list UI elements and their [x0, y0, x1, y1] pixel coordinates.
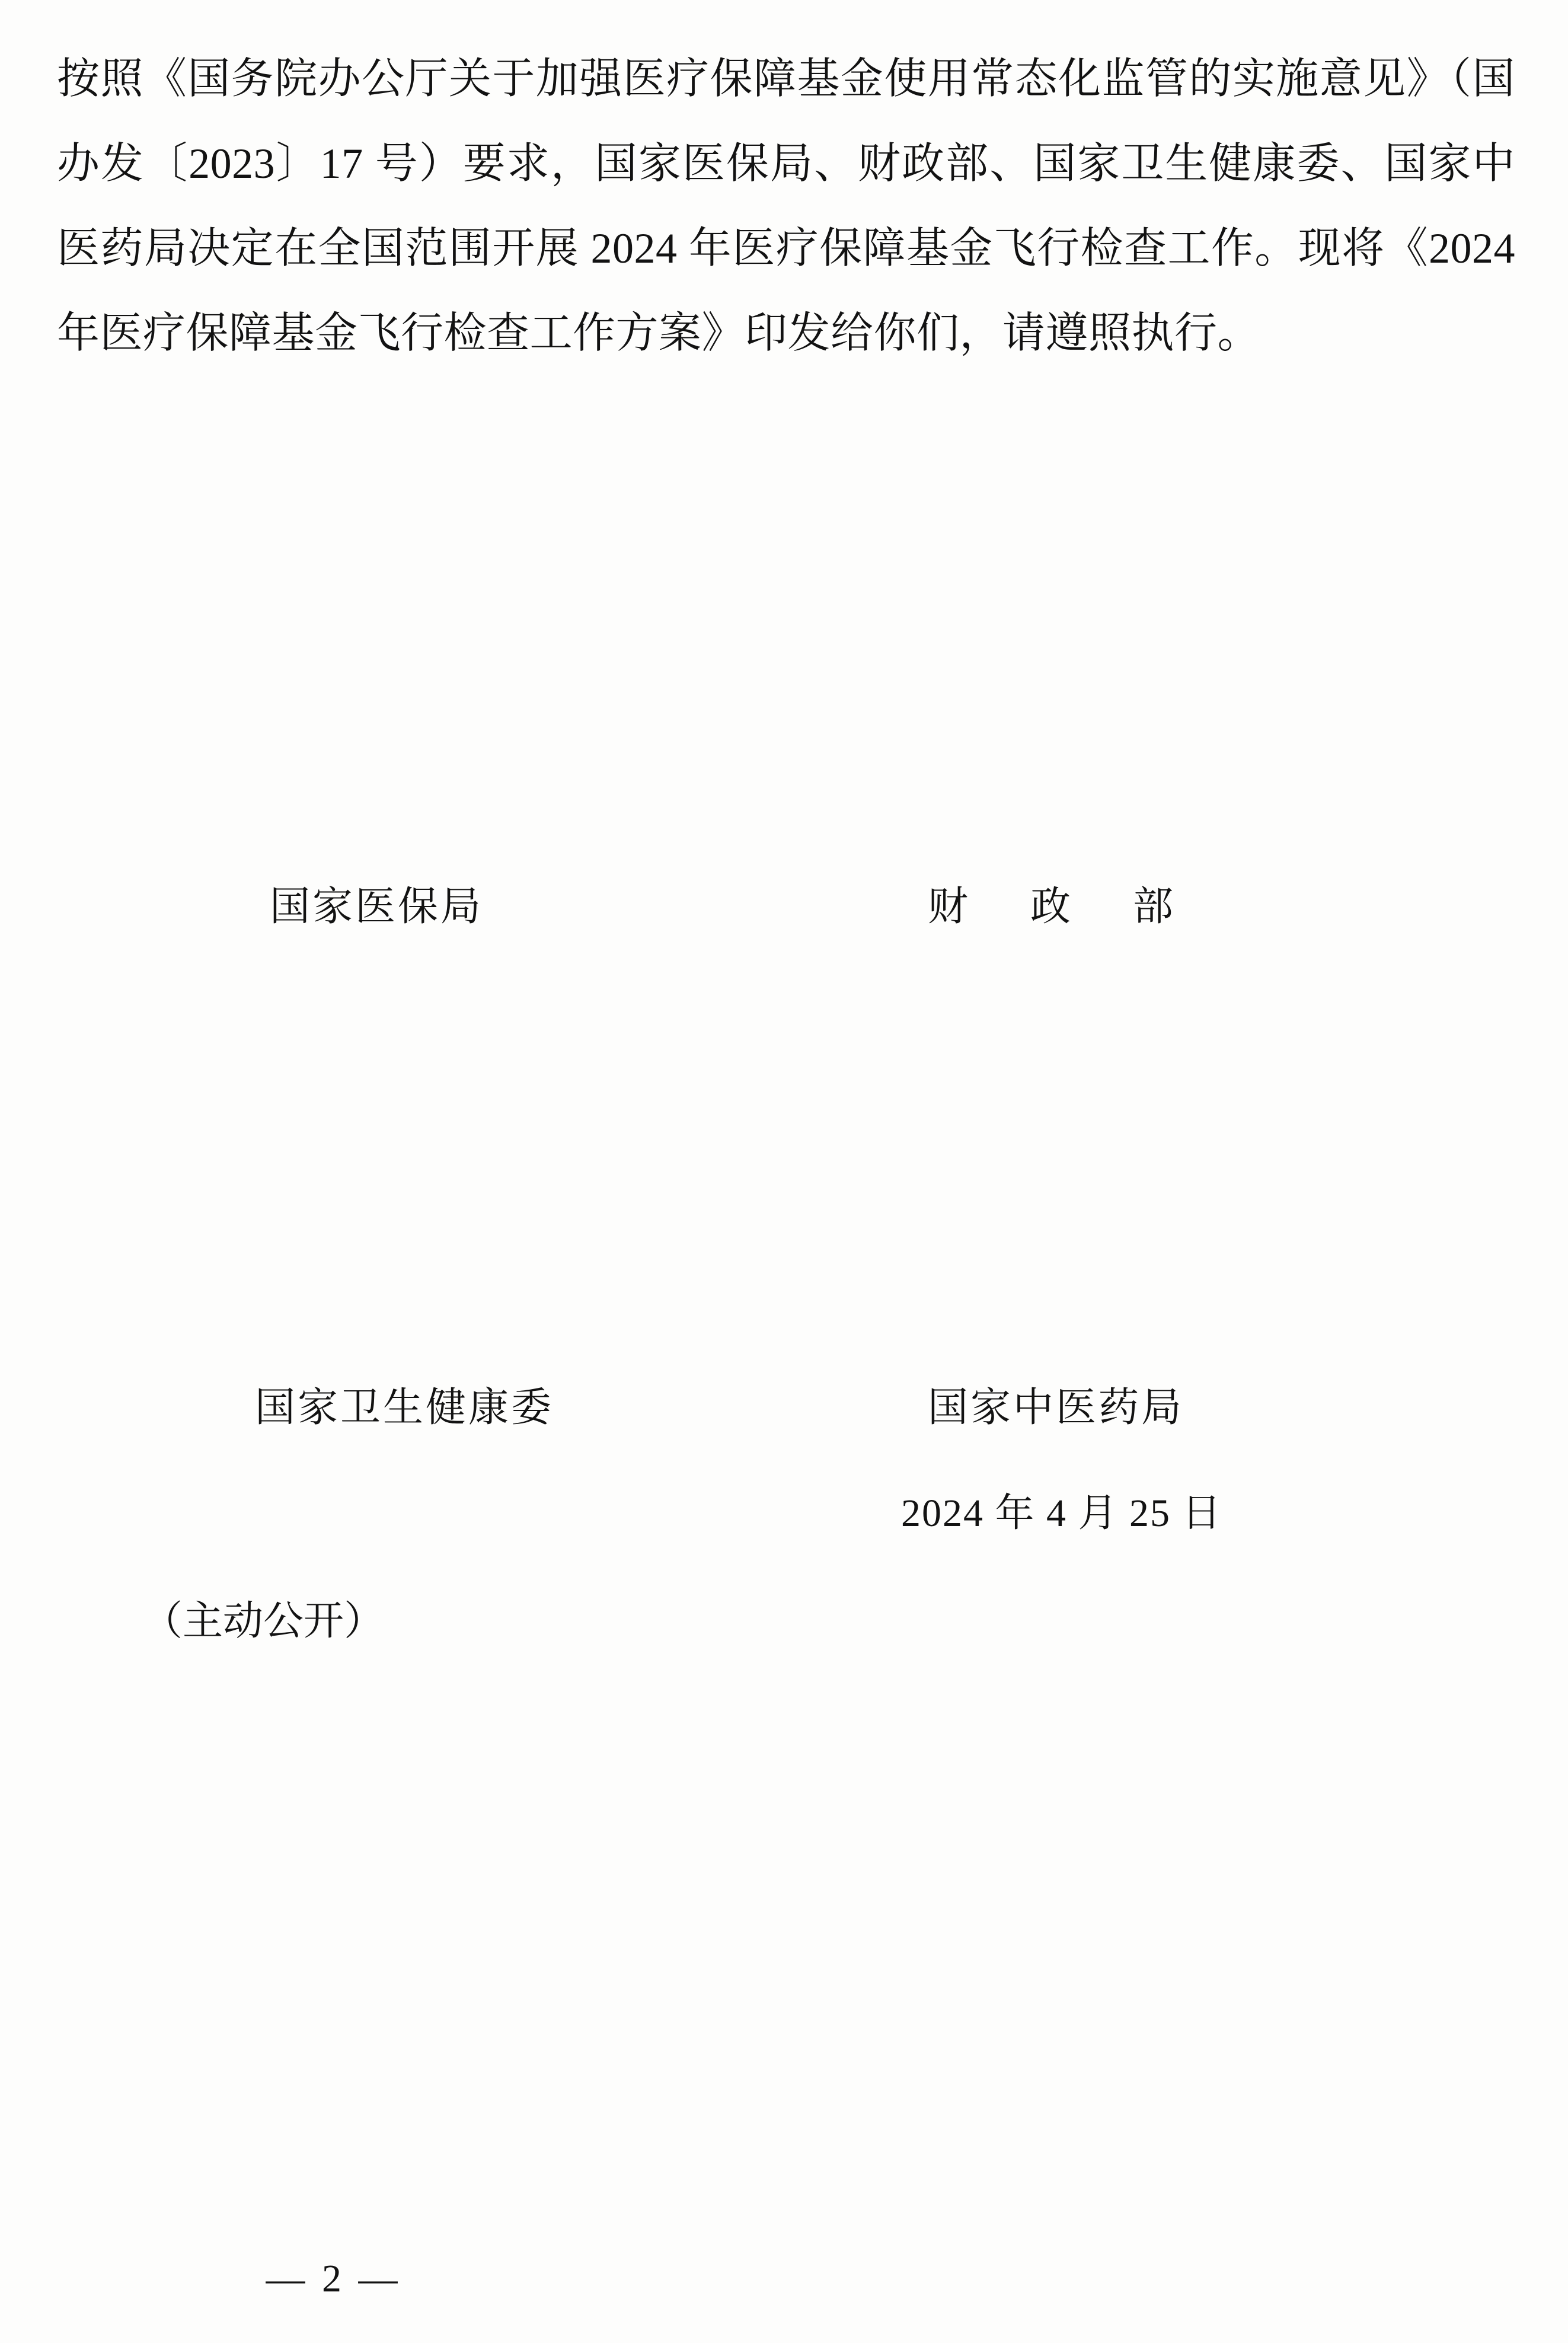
- signature-nhsa: 国家医保局: [270, 884, 484, 929]
- signature-mof: 财 政 部: [928, 884, 1200, 929]
- body-paragraph: 按照《国务院办公厅关于加强医疗保障基金使用常态化监管的实施意见》（国办发〔2023〕17 号）要求，国家医保局、财政部、国家卫生健康委、国家中医药局决定在全国范围开展 2024 年医疗保障基金飞行检查工作。现将《2024 年医疗保障基金飞行检查工作方案》印发给你们，请遵照执行。: [57, 55, 1515, 357]
- signature-natcm: 国家中医药局: [928, 1385, 1184, 1430]
- page-number: — 2 —: [266, 2257, 401, 2300]
- body-text-block: [57, 37, 1515, 376]
- signature-nhc: 国家卫生健康委: [255, 1385, 554, 1430]
- signature-date: 2024 年 4 月 25 日: [901, 1492, 1222, 1535]
- public-disclosure-note: （主动公开）: [142, 1598, 385, 1643]
